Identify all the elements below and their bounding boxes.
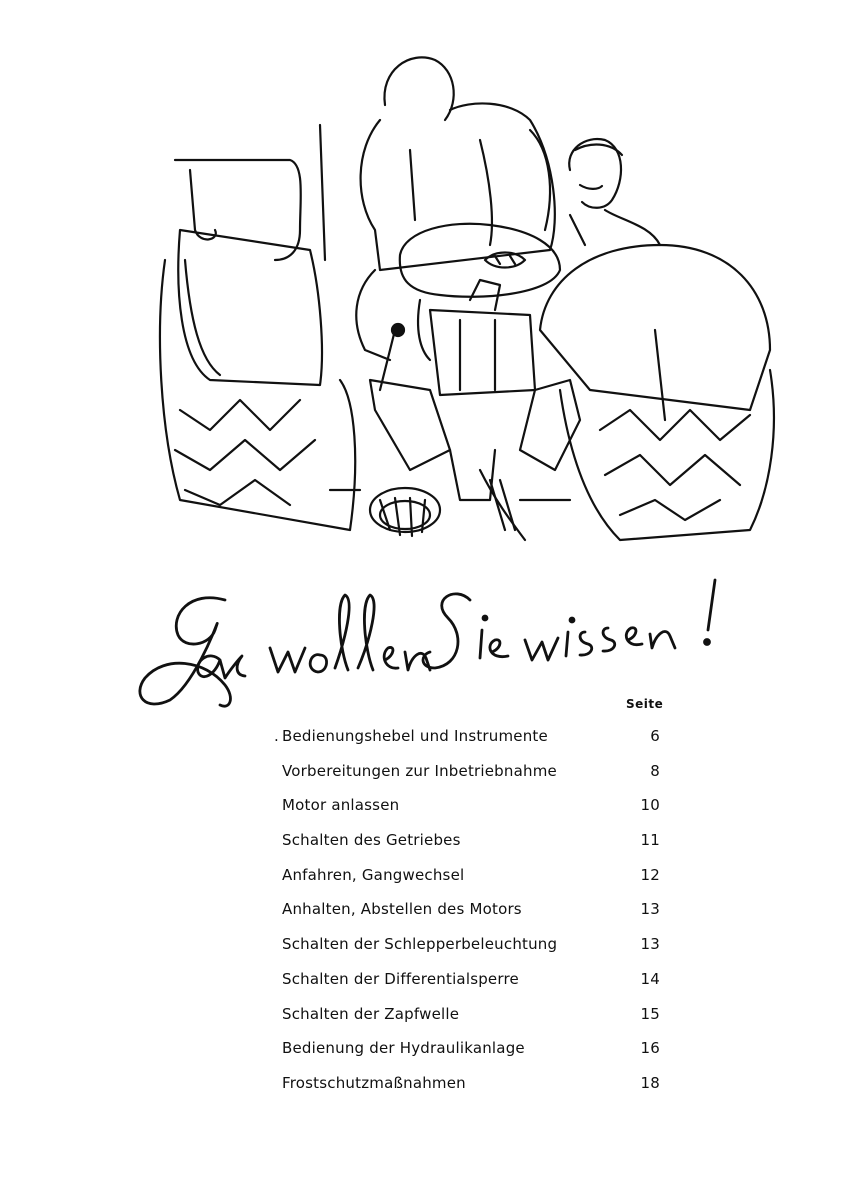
toc-label: Anfahren, Gangwechsel <box>282 865 465 884</box>
toc-page-number: 15 <box>640 1004 660 1023</box>
toc-row[interactable] <box>282 1074 662 1109</box>
page-column-label: Seite <box>626 697 664 711</box>
toc-row[interactable] <box>282 1005 662 1040</box>
toc-page-number: 10 <box>640 796 660 815</box>
toc-row[interactable] <box>282 796 662 831</box>
script-title <box>130 560 770 720</box>
toc-page-number: 18 <box>640 1073 660 1092</box>
toc-row[interactable] <box>282 1039 662 1074</box>
toc-page-number: 12 <box>640 865 660 884</box>
toc-row[interactable] <box>282 866 662 901</box>
table-of-contents <box>274 727 662 1109</box>
toc-label: Vorbereitungen zur Inbetriebnahme <box>282 761 557 780</box>
toc-page-number: 16 <box>640 1039 660 1058</box>
toc-label: Schalten der Schlepperbeleuchtung <box>282 935 558 954</box>
toc-page-number: 13 <box>640 900 660 919</box>
toc-row[interactable] <box>282 831 662 866</box>
toc-label: Schalten des Getriebes <box>282 831 461 850</box>
toc-page-number: 8 <box>650 761 660 780</box>
toc-label: . Bedienungshebel und Instrumente <box>274 727 548 745</box>
toc-label: Schalten der Differentialsperre <box>282 969 519 988</box>
toc-row[interactable] <box>274 727 662 762</box>
toc-label: Frostschutzmaßnahmen <box>282 1073 466 1092</box>
toc-page-number: 11 <box>640 831 660 850</box>
toc-label: Motor anlassen <box>282 796 400 815</box>
toc-label: Anhalten, Abstellen des Motors <box>282 900 522 919</box>
toc-page-number: 6 <box>650 727 660 745</box>
toc-page-number: 14 <box>640 969 660 988</box>
toc-row[interactable] <box>282 935 662 970</box>
toc-row[interactable] <box>282 762 662 797</box>
toc-row[interactable] <box>282 970 662 1005</box>
tractor-illustration <box>150 30 800 570</box>
toc-page-number: 13 <box>640 935 660 954</box>
toc-row[interactable] <box>282 900 662 935</box>
toc-label: Schalten der Zapfwelle <box>282 1004 460 1023</box>
toc-label: Bedienung der Hydraulikanlage <box>282 1039 525 1058</box>
